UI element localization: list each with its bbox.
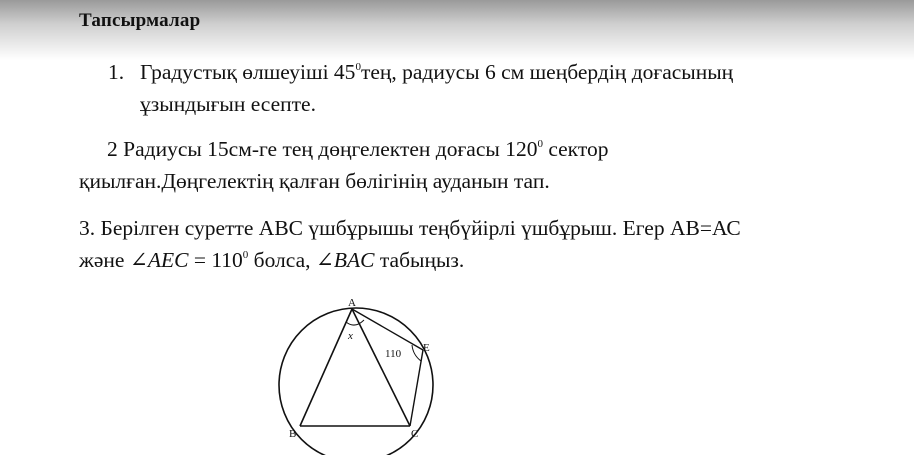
- task-2-text-b: сектор: [542, 137, 609, 161]
- angle-aec: ∠AEC: [129, 248, 189, 272]
- task-2: [79, 133, 608, 197]
- task-1-text-a: Градустық өлшеуіші 45: [140, 60, 356, 84]
- task-3-line-1: 3. Берілген суретте АВС үшбұрышы теңбүйірлі үшбұрыш. Егер АВ=АС: [79, 216, 741, 240]
- task-1-text-b: тең, радиусы 6 см шеңбердің доғасының: [360, 60, 734, 84]
- label-c: C: [411, 428, 419, 440]
- angle-arc-a: [346, 320, 364, 325]
- label-angle-110: 110: [385, 348, 402, 360]
- task-1-number: 1.: [108, 60, 125, 84]
- label-e: E: [423, 342, 430, 354]
- task-3-text-a: және: [79, 248, 130, 272]
- label-a: A: [348, 297, 356, 309]
- geometry-figure: [270, 295, 440, 455]
- circumcircle: [279, 308, 433, 455]
- task-1-line-1: [108, 56, 733, 88]
- task-1: [108, 56, 733, 120]
- degree-sup: 0: [355, 61, 361, 73]
- page-heading: Тапсырмалар: [79, 10, 201, 31]
- label-x: x: [348, 330, 353, 342]
- task-3: [79, 212, 741, 276]
- angle-bac: ∠BAC: [315, 248, 375, 272]
- task-3-line-2: [79, 244, 741, 276]
- degree-sup: 0: [242, 249, 249, 261]
- task-2-line-2: қиылған.Дөңгелектің қалған бөлігінің ауданын тап.: [79, 169, 550, 193]
- task-2-line-1: [79, 133, 608, 165]
- task-3-text-b: = 110: [188, 248, 243, 272]
- task-3-text-d: табыңыз.: [374, 248, 465, 272]
- degree-sup: 0: [537, 138, 543, 150]
- task-2-text-a: 2 Радиусы 15см-ге тең дөңгелектен доғасы 120: [107, 137, 538, 161]
- task-1-line-2: ұзындығын есепте.: [140, 92, 316, 116]
- task-3-text-c: болса,: [248, 248, 316, 272]
- segment-ec: [410, 350, 423, 426]
- side-ab: [300, 309, 352, 426]
- label-b: B: [289, 428, 297, 440]
